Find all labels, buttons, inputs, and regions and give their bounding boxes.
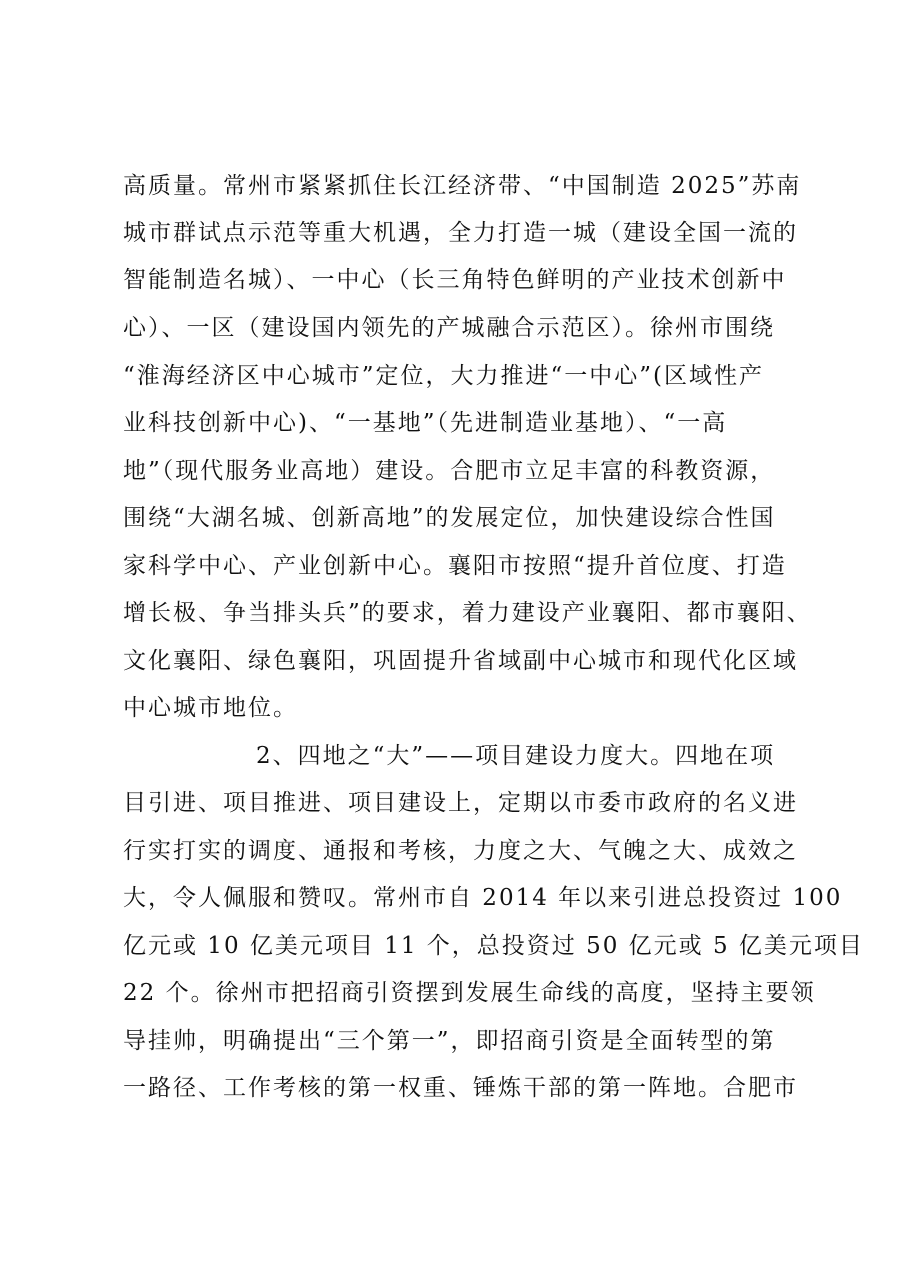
text-line: “淮海经济区中心城市”定位，大力推进“一中心”(区域性产	[123, 363, 765, 389]
text-line: 地”（现代服务业高地）建设。合肥市立足丰富的科教资源，	[123, 458, 776, 484]
text-line: 高质量。常州市紧紧抓住长江经济带、“中国制造 2025”苏南	[123, 173, 802, 199]
text-line: 文化襄阳、绿色襄阳，巩固提升省域副中心城市和现代化区域	[123, 648, 798, 674]
text-line: 心）、一区（建设国内领先的产城融合示范区）。徐州市围绕	[123, 315, 775, 341]
text-line: 城市群试点示范等重大机遇，全力打造一城（建设全国一流的	[123, 220, 798, 246]
text-line: 中心城市地位。	[123, 695, 298, 721]
text-line: 智能制造名城）、一中心（长三角特色鲜明的产业技术创新中	[123, 267, 787, 293]
text-line: 围绕“大湖名城、创新高地”的发展定位，加快建设综合性国	[123, 505, 776, 531]
text-line: 亿元或 10 亿美元项目 11 个，总投资过 50 亿元或 5 亿美元项目	[123, 933, 864, 959]
text-line: 行实打实的调度、通报和考核，力度之大、气魄之大、成效之	[123, 838, 798, 864]
text-line: 一路径、工作考核的第一权重、锤炼干部的第一阵地。合肥市	[123, 1075, 798, 1101]
text-line: 导挂帅，明确提出“三个第一”，即招商引资是全面转型的第	[123, 1028, 776, 1054]
text-line: 大，令人佩服和赞叹。常州市自 2014 年以来引进总投资过 100	[123, 885, 843, 911]
text-line: 22 个。徐州市把招商引资摆到发展生命线的高度，坚持主要领	[123, 980, 816, 1006]
text-line: 增长极、争当排头兵”的要求，着力建设产业襄阳、都市襄阳、	[123, 600, 812, 626]
text-line: 业科技创新中心)、“一基地”（先进制造业基地）、“一高	[123, 410, 728, 436]
paragraph-heading: 2、四地之“大”——项目建设力度大。四地在项	[256, 743, 776, 769]
text-line: 目引进、项目推进、项目建设上，定期以市委市政府的名义进	[123, 790, 798, 816]
text-line: 家科学中心、产业创新中心。襄阳市按照“提升首位度、打造	[123, 553, 787, 579]
